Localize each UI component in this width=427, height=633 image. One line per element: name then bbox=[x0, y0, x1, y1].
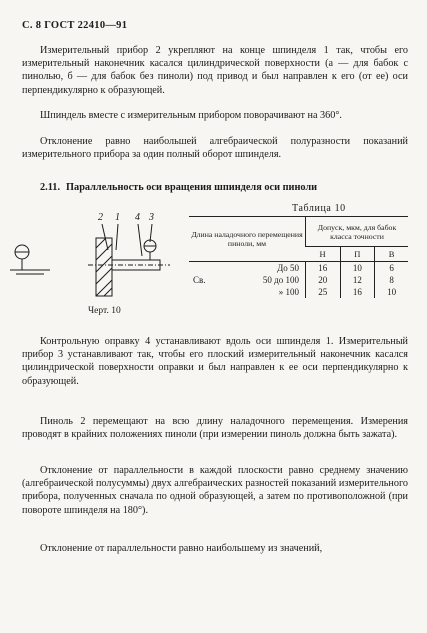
section-heading bbox=[40, 182, 317, 193]
section-title: Параллельность оси вращения шпинделя оси пиноли bbox=[66, 182, 318, 193]
leader-line-3 bbox=[150, 224, 152, 242]
leader-line-1 bbox=[116, 224, 118, 250]
cell-value: 16 bbox=[306, 262, 341, 275]
paragraph-5: Пиноль 2 перемещают на всю длину наладочного перемещения. Измерения проводят в крайних положениях пиноли (при измерении пиноль должна быть зажата). bbox=[22, 416, 408, 441]
cell-value: 8 bbox=[375, 274, 408, 286]
row-range: До 50 bbox=[277, 263, 299, 273]
figure-label-3: 3 bbox=[149, 212, 154, 223]
cell-value: 12 bbox=[340, 274, 375, 286]
paragraph-6: Отклонение от параллельности в каждой плоскости равно среднему значению (алгебраической полусуммы) двух алгебраических разностей показаний измерительного прибора, полученных сначала по одной образующей, а затем по противоположной (при повороте шпинделя на 180°). bbox=[22, 465, 408, 516]
paragraph-3: Отклонение равно наибольшей алгебраической полуразности показаний измерительного прибора за один полный оборот шпинделя. bbox=[22, 136, 408, 161]
figure-caption: Черт. 10 bbox=[88, 306, 121, 316]
leader-line-2 bbox=[102, 224, 108, 250]
row-range: 50 до 100 bbox=[262, 275, 299, 285]
table-row bbox=[189, 262, 408, 275]
cell-value: 10 bbox=[375, 286, 408, 298]
cell-value: 10 bbox=[340, 262, 375, 275]
row-prefix: Св. bbox=[193, 275, 206, 285]
paragraph-4: Контрольную оправку 4 устанавливают вдоль оси шпинделя 1. Измерительный прибор 3 устанавливают так, чтобы его плоский измерительный наконечник касался цилиндрической поверхности оправки и был направлен к ее оси перпендикулярно к образующей. bbox=[22, 336, 408, 387]
paragraph-2: Шпиндель вместе с измерительным прибором поворачивают на 360°. bbox=[40, 110, 342, 121]
cell-value: 25 bbox=[306, 286, 341, 298]
figure-label-1: 1 bbox=[115, 212, 120, 223]
figure-label-4: 4 bbox=[135, 212, 140, 223]
cell-value: 16 bbox=[340, 286, 375, 298]
table-caption: Таблица 10 bbox=[292, 203, 346, 214]
drawing-figure bbox=[10, 208, 180, 304]
paragraph-1: Измерительный прибор 2 укрепляют на конце шпинделя 1 так, чтобы его измерительный наконечник касался цилиндрической поверхности (а — для бабок с пинолью, б — для бабок без пиноли) под привод и был направлен к его (от ее) оси перпендикулярно к образующей. bbox=[22, 45, 408, 96]
cell-value: 20 bbox=[306, 274, 341, 286]
row-range: » 100 bbox=[278, 287, 299, 297]
section-number: 2.11. bbox=[40, 182, 61, 193]
class-header-n: Н bbox=[306, 247, 341, 262]
column-header-length: Длина наладочного перемещения пиноли, мм bbox=[189, 217, 306, 262]
tolerance-table bbox=[189, 216, 408, 298]
table-row bbox=[189, 286, 408, 298]
leader-line-4 bbox=[138, 224, 142, 256]
class-header-v: В bbox=[375, 247, 408, 262]
class-header-p: П bbox=[340, 247, 375, 262]
column-header-tolerance: Допуск, мкм, для бабок класса точности bbox=[306, 217, 409, 247]
figure-label-2: 2 bbox=[98, 212, 103, 223]
page-header: С. 8 ГОСТ 22410—91 bbox=[22, 20, 128, 31]
cell-value: 6 bbox=[375, 262, 408, 275]
table-row bbox=[189, 274, 408, 286]
paragraph-7: Отклонение от параллельности равно наибольшему из значений, bbox=[40, 543, 323, 554]
